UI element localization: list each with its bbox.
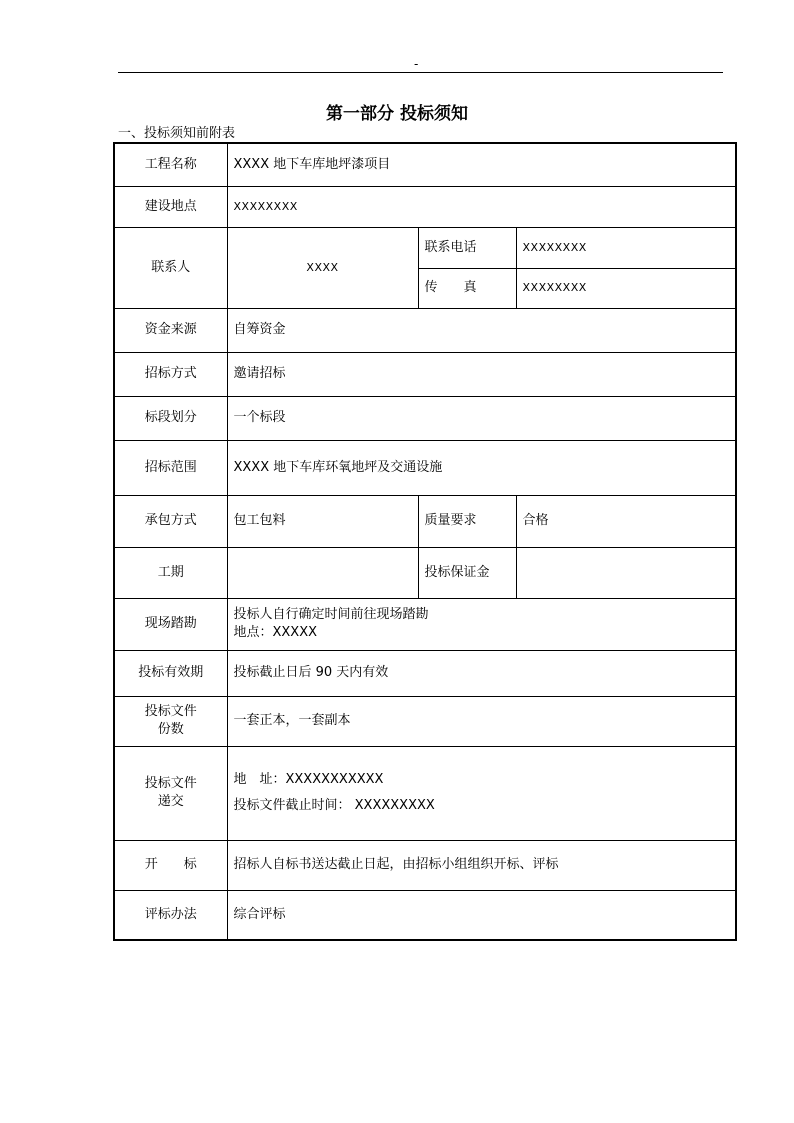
table-row — [114, 495, 736, 547]
scope-label: 招标范围 — [114, 440, 227, 495]
section-title: 一、投标须知前附表 — [118, 126, 236, 141]
site-visit-line-2: 地点：XXXXX — [233, 625, 318, 640]
duration-value — [227, 547, 418, 598]
table-row — [114, 746, 736, 840]
sections-label: 标段划分 — [114, 396, 227, 440]
opening-label: 开 标 — [114, 840, 227, 890]
table-row — [114, 143, 736, 186]
header-mark: - — [414, 57, 419, 71]
copies-label-line-2: 份数 — [157, 722, 184, 737]
funding-label: 资金来源 — [114, 308, 227, 352]
contact-value: XXXX — [227, 227, 418, 308]
submission-label-line-1: 投标文件 — [144, 776, 197, 791]
copies-value: 一套正本，一套副本 — [227, 696, 736, 746]
submission-label — [114, 746, 227, 840]
table-row — [114, 890, 736, 940]
project-name-label: 工程名称 — [114, 143, 227, 186]
table-row — [114, 840, 736, 890]
table-row — [114, 440, 736, 495]
page-title: 第一部分 投标须知 — [326, 104, 468, 124]
contact-label: 联系人 — [114, 227, 227, 308]
funding-value: 自筹资金 — [227, 308, 736, 352]
copies-label-line-1: 投标文件 — [144, 704, 197, 719]
fax-value: XXXXXXXX — [516, 268, 736, 308]
project-name-value: XXXX 地下车库地坪漆项目 — [227, 143, 736, 186]
fax-label: 传 真 — [418, 268, 516, 308]
quality-label: 质量要求 — [418, 495, 516, 547]
site-visit-line-1: 投标人自行确定时间前往现场踏勘 — [233, 607, 429, 622]
validity-value: 投标截止日后 90 天内有效 — [227, 650, 736, 696]
site-visit-value — [227, 598, 736, 650]
evaluation-value: 综合评标 — [227, 890, 736, 940]
site-visit-label: 现场踏勘 — [114, 598, 227, 650]
sections-value: 一个标段 — [227, 396, 736, 440]
scope-value: XXXX 地下车库环氧地坪及交通设施 — [227, 440, 736, 495]
contract-value: 包工包料 — [227, 495, 418, 547]
deposit-label: 投标保证金 — [418, 547, 516, 598]
table-row — [114, 696, 736, 746]
submission-address: 地 址：XXXXXXXXXXX — [233, 772, 384, 787]
submission-value — [227, 746, 736, 840]
phone-label: 联系电话 — [418, 227, 516, 268]
quality-value: 合格 — [516, 495, 736, 547]
location-value: XXXXXXXX — [227, 186, 736, 227]
table-row — [114, 186, 736, 227]
table-row — [114, 547, 736, 598]
table-row — [114, 650, 736, 696]
duration-label: 工期 — [114, 547, 227, 598]
table-row — [114, 352, 736, 396]
validity-label: 投标有效期 — [114, 650, 227, 696]
bid-info-table — [113, 142, 737, 941]
table-row — [114, 227, 736, 268]
location-label: 建设地点 — [114, 186, 227, 227]
submission-deadline: 投标文件截止时间： XXXXXXXXX — [233, 798, 435, 813]
phone-value: XXXXXXXX — [516, 227, 736, 268]
bidding-method-value: 邀请招标 — [227, 352, 736, 396]
submission-label-line-2: 递交 — [157, 794, 184, 809]
table-row — [114, 598, 736, 650]
deposit-value — [516, 547, 736, 598]
opening-value: 招标人自标书送达截止日起，由招标小组组织开标、评标 — [227, 840, 736, 890]
table-row — [114, 308, 736, 352]
evaluation-label: 评标办法 — [114, 890, 227, 940]
copies-label — [114, 696, 227, 746]
contract-label: 承包方式 — [114, 495, 227, 547]
bidding-method-label: 招标方式 — [114, 352, 227, 396]
header-rule — [118, 72, 723, 73]
table-row — [114, 396, 736, 440]
